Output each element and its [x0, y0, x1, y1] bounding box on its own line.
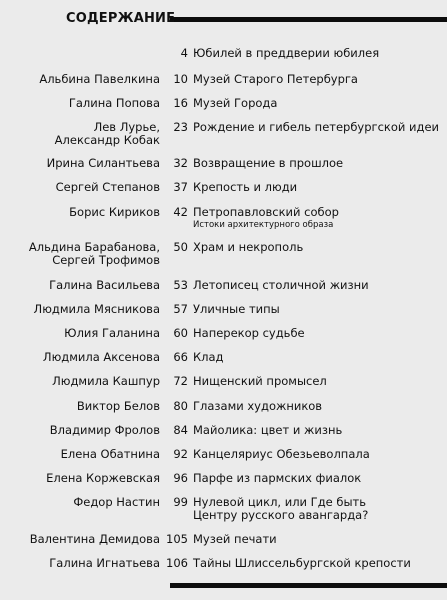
toc-author: Владимир Фролов: [49, 423, 160, 437]
toc-author: Людмила Аксенова: [42, 350, 160, 364]
toc-title: Майолика: цвет и жизнь: [193, 423, 343, 437]
toc-page-number: 96: [173, 471, 188, 485]
toc-page-number: 92: [173, 447, 188, 461]
toc-title: Глазами художников: [193, 399, 323, 413]
toc-page-number: 57: [173, 302, 188, 316]
toc-author: Борис Кириков: [69, 205, 160, 219]
toc-author: Юлия Галанина: [64, 326, 160, 340]
toc-subtitle: Истоки архитектурного образа: [193, 220, 334, 230]
toc-title: Музей Старого Петербурга: [193, 72, 358, 86]
toc-page-number: 80: [173, 399, 188, 413]
toc-author: Людмила Мясникова: [33, 302, 160, 316]
toc-author: Альдина Барабанова, Сергей Трофимов: [28, 240, 160, 267]
toc-page-number: 72: [173, 374, 188, 388]
toc-page-number: 105: [166, 532, 188, 546]
toc-author: Галина Попова: [68, 96, 160, 110]
toc-page-number: 23: [173, 120, 188, 134]
toc-page-number: 99: [173, 495, 188, 509]
toc-author: Альбина Павелкина: [39, 72, 160, 86]
toc-title: Клад: [193, 350, 224, 364]
toc-author: Федор Настин: [73, 495, 160, 509]
toc-page-number: 50: [173, 240, 188, 254]
toc-title: Нулевой цикл, или Где быть Центру русского авангарда?: [193, 495, 369, 522]
toc-title: Возвращение в прошлое: [193, 156, 344, 170]
toc-page-number: 53: [173, 278, 188, 292]
toc-page-number: 42: [173, 205, 188, 219]
toc-title: Музей Города: [193, 96, 278, 110]
toc-author: Елена Коржевская: [46, 471, 160, 485]
toc-title: Канцеляриус Обезьеволпала: [193, 447, 370, 461]
toc-title: Храм и некрополь: [193, 240, 304, 254]
toc-author: Галина Васильева: [49, 278, 160, 292]
toc-page-number: 60: [173, 326, 188, 340]
toc-author: Галина Игнатьева: [49, 556, 160, 570]
toc-page-number: 10: [173, 72, 188, 86]
toc-title: Петропавловский собор: [193, 205, 339, 219]
toc-author: Елена Обатнина: [60, 447, 160, 461]
toc-page-number: 84: [173, 423, 188, 437]
toc-title: Рождение и гибель петербургской идеи: [193, 120, 439, 134]
toc-author: Людмила Кашпур: [52, 374, 160, 388]
toc-author: Ирина Силантьева: [46, 156, 160, 170]
toc-page-number: 66: [173, 350, 188, 364]
toc-author: Лев Лурье, Александр Кобак: [54, 120, 160, 147]
toc-author: Валентина Демидова: [29, 532, 160, 546]
toc-author: Виктор Белов: [76, 399, 160, 413]
toc-title: Парфе из пармских фиалок: [193, 471, 362, 485]
toc-title: Тайны Шлиссельбургской крепости: [193, 556, 411, 570]
toc-page-number: 16: [173, 96, 188, 110]
toc-title: Наперекор судьбе: [193, 326, 305, 340]
toc-title: Летописец столичной жизни: [193, 278, 369, 292]
toc-page-number: 37: [173, 180, 188, 194]
toc-title: Крепость и люди: [193, 180, 298, 194]
page-title: СОДЕРЖАНИЕ: [66, 11, 176, 26]
toc-page-number: 106: [166, 556, 188, 570]
toc-title: Юбилей в преддверии юбилея: [193, 46, 380, 60]
toc-title: Нищенский промысел: [193, 374, 327, 388]
bottom-rule: [170, 583, 447, 588]
toc-author: Сергей Степанов: [55, 180, 160, 194]
toc-title: Уличные типы: [193, 302, 280, 316]
toc-page-number: 32: [173, 156, 188, 170]
toc-title: Музей печати: [193, 532, 277, 546]
toc-page-number: 4: [180, 46, 188, 60]
